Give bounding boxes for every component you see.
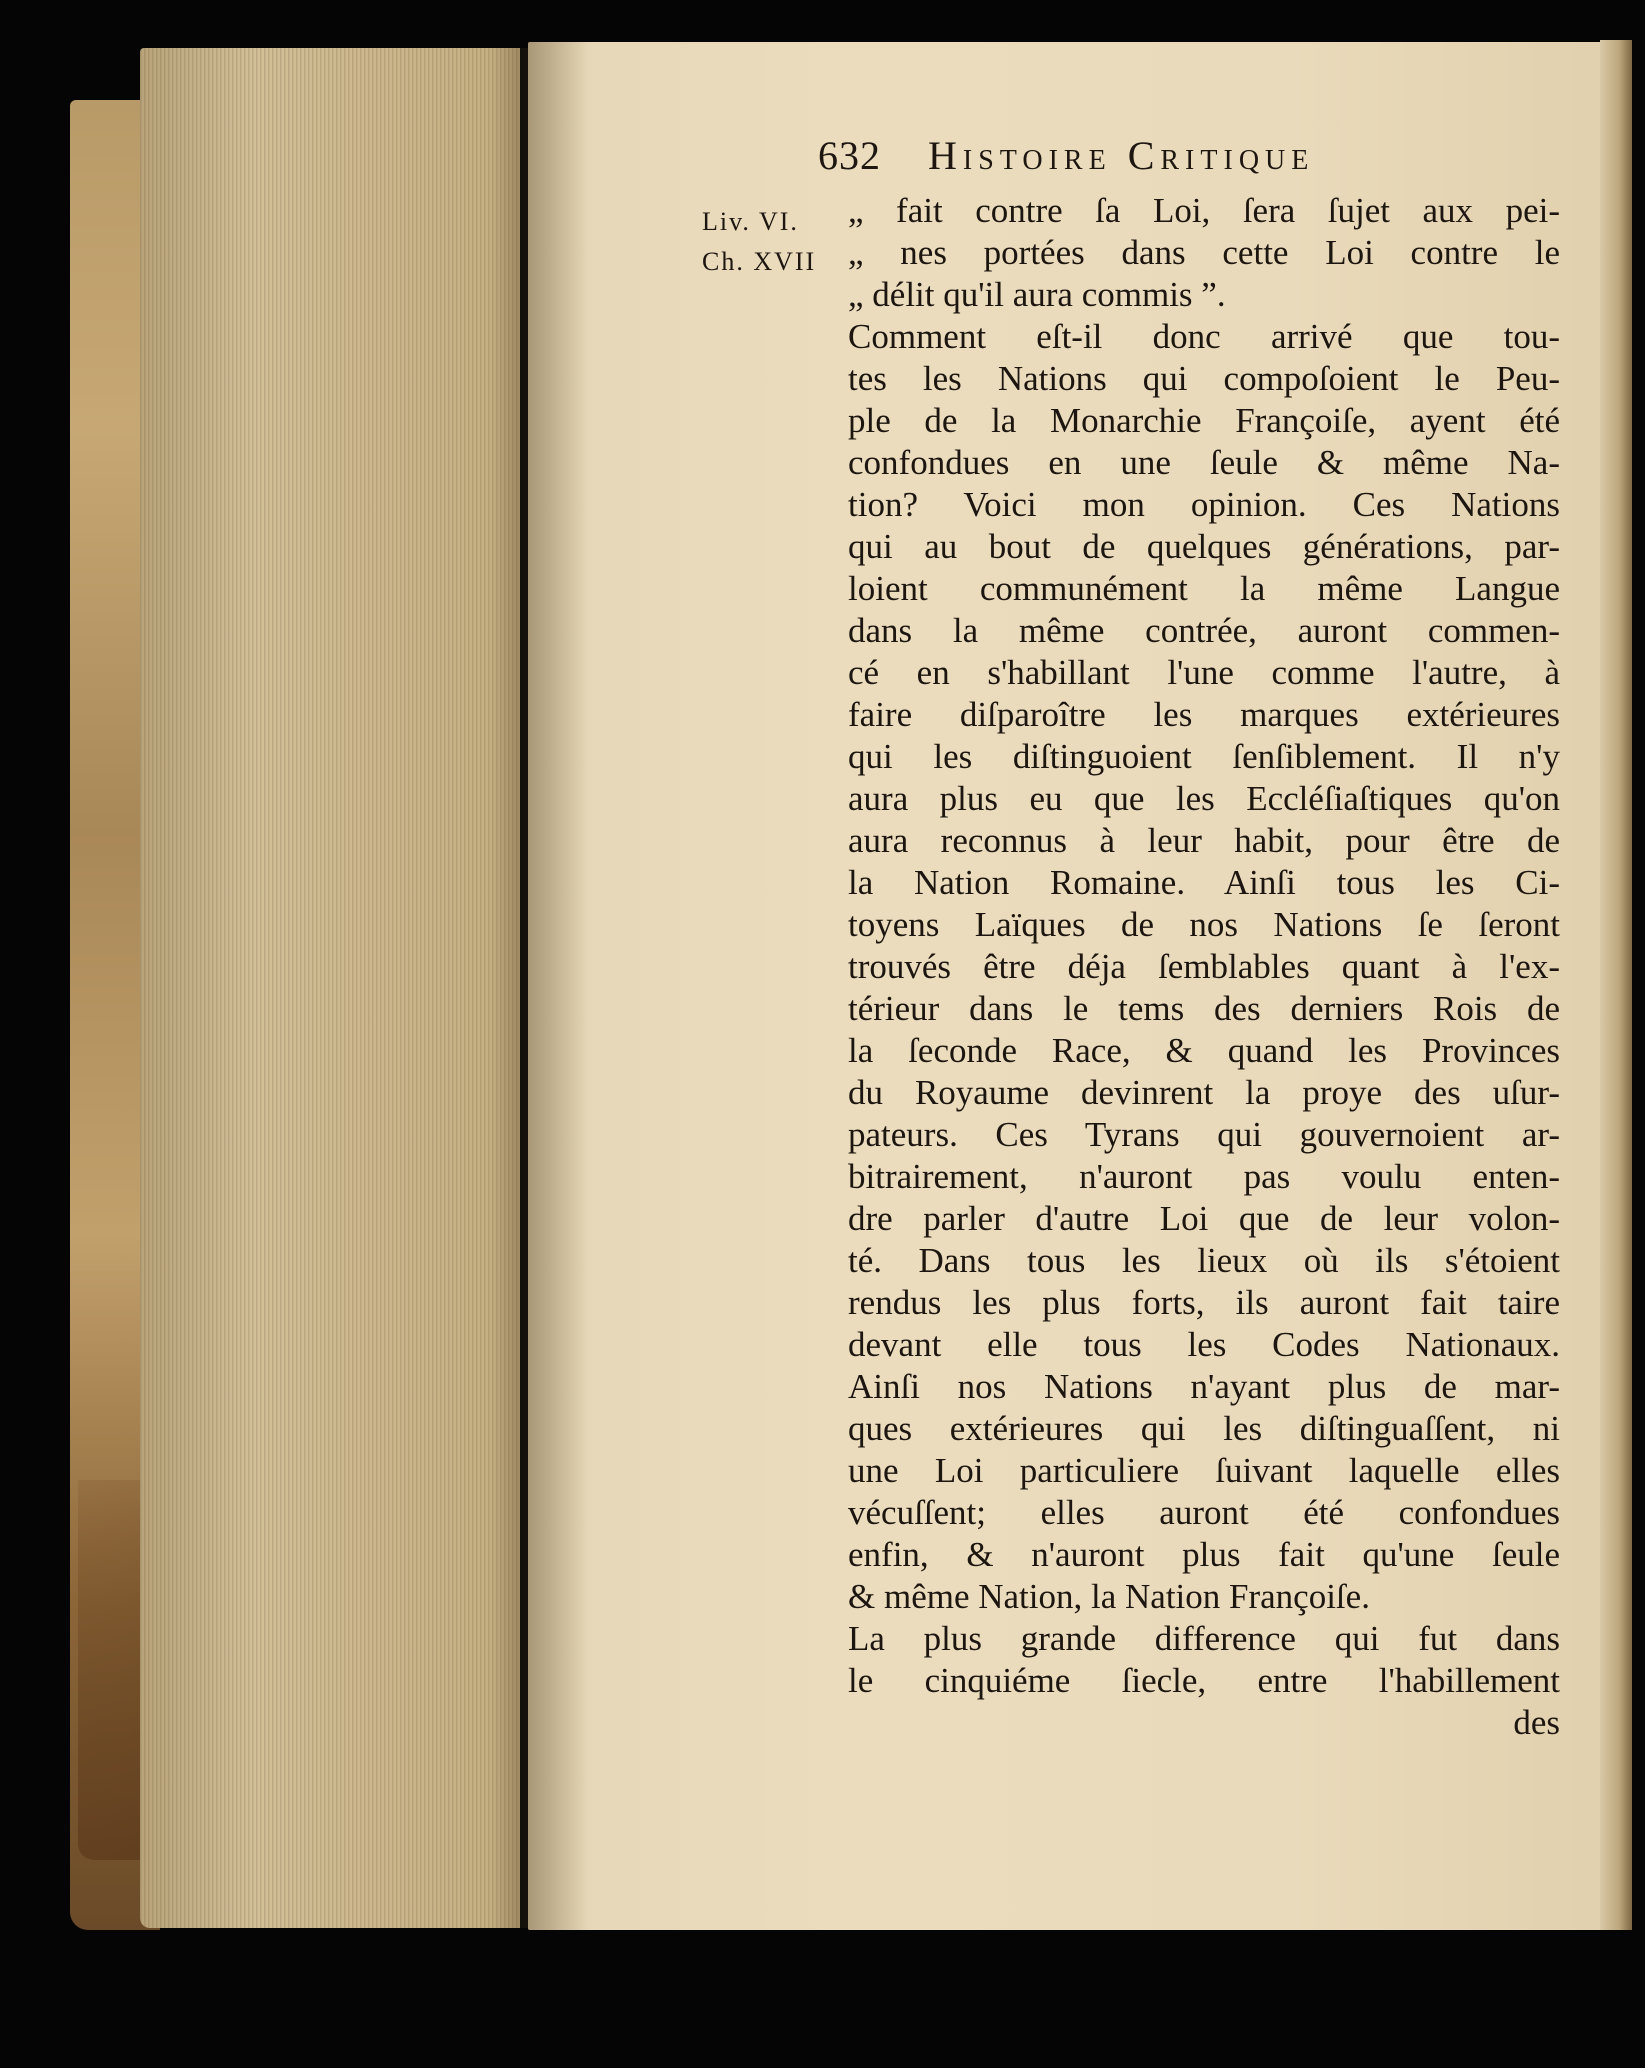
margin-note-chapter: Ch. XVII [702,247,817,276]
text-line: confondues en une ſeule & même Na- [848,443,1560,482]
text-line: enfin, & n'auront plus fait qu'une ſeule [848,1535,1560,1574]
text-line: Comment eſt-il donc arrivé que tou- [848,317,1560,356]
margin-note [702,202,827,282]
text-line: bitrairement, n'auront pas voulu enten- [848,1157,1560,1196]
text-line: loient communément la même Langue [848,569,1560,608]
page-edges [140,48,520,1928]
running-head-title: Histoire Critique [928,133,1315,178]
text-line: térieur dans le tems des derniers Rois de [848,989,1560,1028]
page-number: 632 [818,133,881,178]
text-line: ple de la Monarchie Françoiſe, ayent été [848,401,1560,440]
text-line: qui les diſtinguoient ſenſiblement. Il n'y [848,737,1560,776]
text-line: aura plus eu que les Eccléſiaſtiques qu'on [848,779,1560,818]
text-line: trouvés être déja ſemblables quant à l'ex- [848,947,1560,986]
text-line: „ nes portées dans cette Loi contre le [848,233,1560,272]
page-edges-shadow [490,48,530,1928]
catchword: des [1513,1703,1560,1742]
margin-note-book: Liv. VI. [702,207,799,236]
text-line: devant elle tous les Codes Nationaux. [848,1325,1560,1364]
text-line: qui au bout de quelques générations, par- [848,527,1560,566]
text-line: ques extérieures qui les diſtinguaſſent, ni [848,1409,1560,1448]
text-line: La plus grande difference qui fut dans [848,1619,1560,1658]
running-header [818,132,1518,182]
text-line: le cinquiéme ſiecle, entre l'habillement [848,1661,1560,1700]
text-line: „ délit qu'il aura commis ”. [848,275,1226,314]
text-line: pateurs. Ces Tyrans qui gouvernoient ar- [848,1115,1560,1154]
text-line: la ſeconde Race, & quand les Provinces [848,1031,1560,1070]
text-line: dans la même contrée, auront commen- [848,611,1560,650]
text-line: cé en s'habillant l'une comme l'autre, à [848,653,1560,692]
text-line: faire diſparoître les marques extérieures [848,695,1560,734]
text-line: té. Dans tous les lieux où ils s'étoient [848,1241,1560,1280]
body-text [848,190,1560,1744]
page-gutter-shadow [528,42,588,1930]
text-line: & même Nation, la Nation Françoiſe. [848,1577,1370,1616]
text-line: la Nation Romaine. Ainſi tous les Ci- [848,863,1560,902]
text-line: une Loi particuliere ſuivant laquelle elles [848,1451,1560,1490]
text-line: tes les Nations qui compoſoient le Peu- [848,359,1560,398]
text-line: du Royaume devinrent la proye des uſur- [848,1073,1560,1112]
text-line: tion? Voici mon opinion. Ces Nations [848,485,1560,524]
text-line: Ainſi nos Nations n'ayant plus de mar- [848,1367,1560,1406]
page-right-edge [1600,40,1632,1930]
text-line: „ fait contre ſa Loi, ſera ſujet aux pei- [848,191,1560,230]
text-line: vécuſſent; elles auront été confondues [848,1493,1560,1532]
text-line: aura reconnus à leur habit, pour être de [848,821,1560,860]
text-line: rendus les plus forts, ils auront fait taire [848,1283,1560,1322]
text-line: toyens Laïques de nos Nations ſe ſeront [848,905,1560,944]
text-line: dre parler d'autre Loi que de leur volon- [848,1199,1560,1238]
